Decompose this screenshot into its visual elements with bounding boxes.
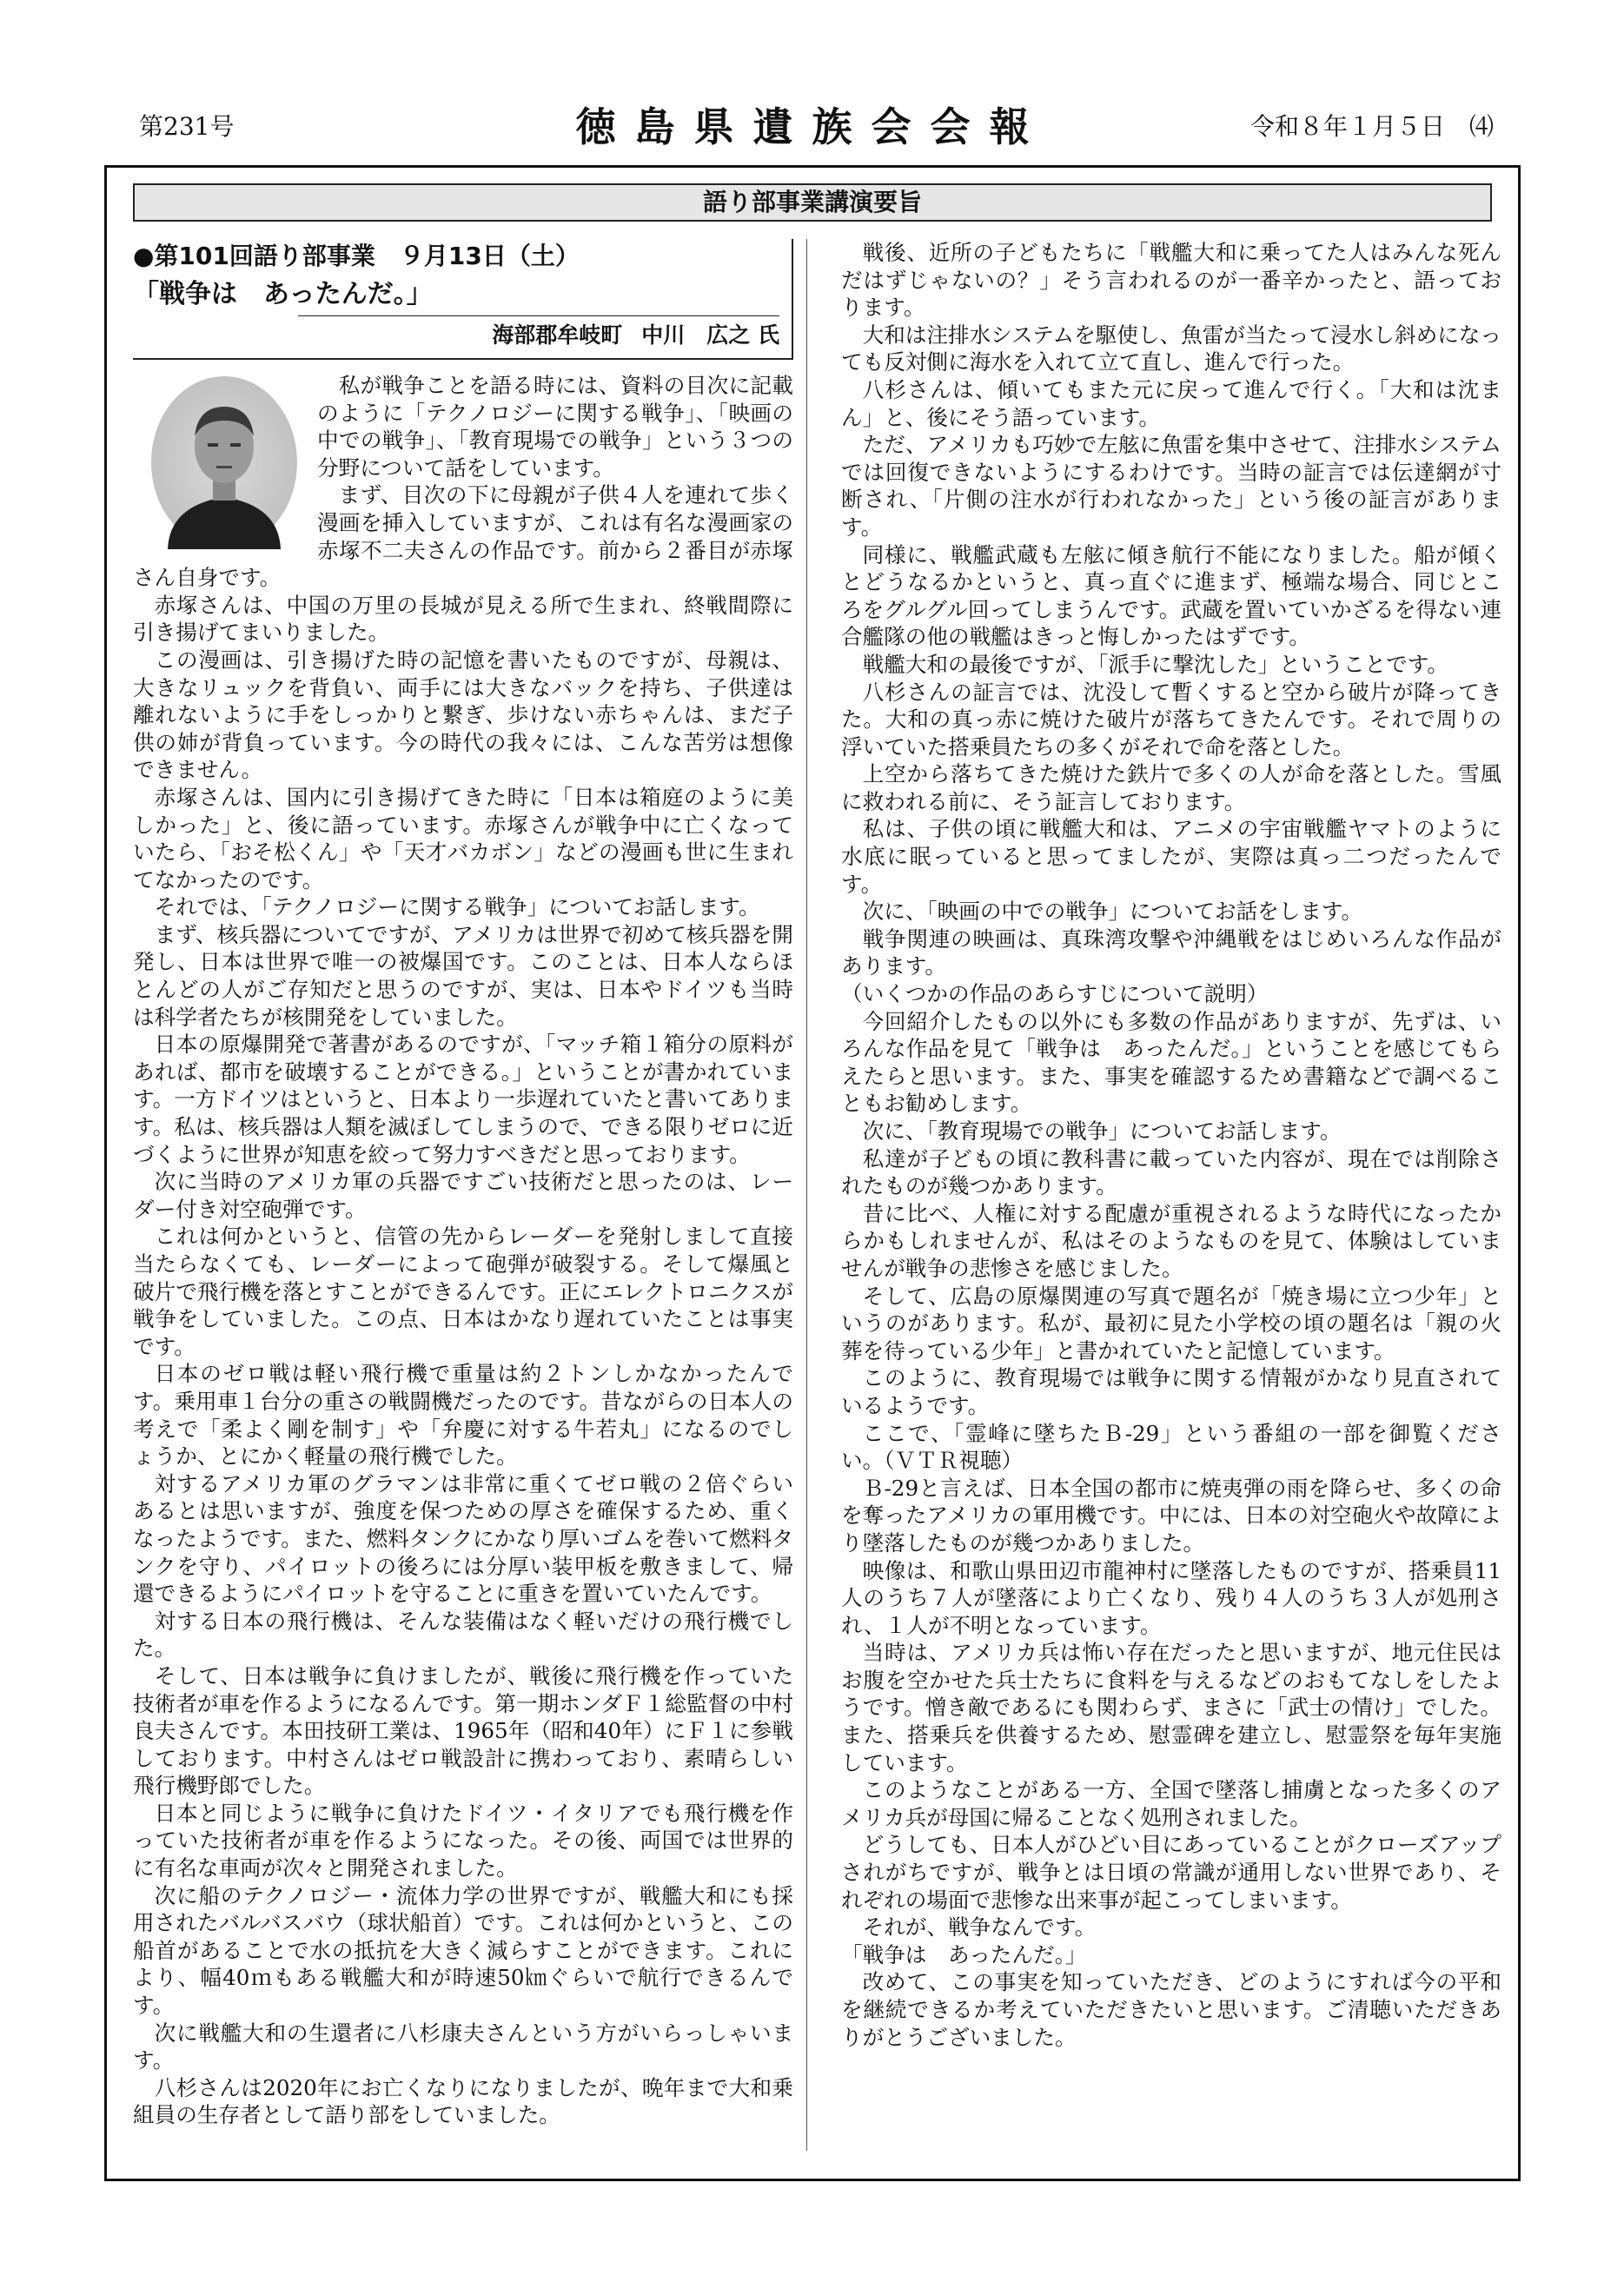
right-paragraph: 昔に比べ、人権に対する配慮が重視されるような時代になったからかもしれませんが、私はそのようなものを見て、体験はしていませんが戦争の悲惨さを感じました。 bbox=[841, 1200, 1501, 1281]
issue-date: 令和８年１月５日 ⑷ bbox=[1249, 112, 1494, 141]
section-title: 語り部事業講演要旨 bbox=[133, 183, 1492, 222]
right-paragraph: ここで、「霊峰に墜ちたＢ-29」という番組の一部を御覧ください。（ＶＴＲ視聴） bbox=[841, 1420, 1501, 1474]
speaker-name: 中川 広之 氏 bbox=[641, 322, 779, 348]
right-column bbox=[841, 239, 1501, 2051]
event-label: ●第101回語り部事業 ９月13日（土） bbox=[133, 242, 580, 270]
right-paragraph: ただ、アメリカも巧妙で左舷に魚雷を集中させて、注排水システムでは回復できないようにするわけです。当時の証言では伝達網が寸断され、「片側の注水が行われなかった」という後の証言があります。 bbox=[841, 432, 1501, 540]
right-paragraph: 次に、「教育現場での戦争」についてお話します。 bbox=[862, 1118, 1342, 1144]
column-divider bbox=[806, 239, 807, 2151]
left-paragraph: 対する日本の飛行機は、そんな装備はなく軽いだけの飛行機でした。 bbox=[133, 1608, 793, 1662]
newsletter-title: 徳島県遺族会会報 bbox=[575, 103, 1049, 150]
right-paragraph: 「戦争は あったんだ。」 bbox=[841, 1941, 1087, 1967]
speaker-portrait-icon bbox=[150, 375, 298, 549]
right-paragraph: 私は、子供の頃に戦艦大和は、アニメの宇宙戦艦ヤマトのように水底に眠っていると思ってましたが、実際は真っ二つだったんです。 bbox=[841, 816, 1501, 897]
right-paragraph: 私達が子どもの頃に教科書に載っていた内容が、現在では削除されたものが幾つかあります。 bbox=[841, 1145, 1501, 1199]
right-paragraph: 次に、「映画の中での戦争」についてお話をします。 bbox=[862, 899, 1363, 925]
right-paragraph: 八杉さんの証言では、沈没して暫くすると空から破片が降ってきた。大和の真っ赤に焼けた破片が落ちてきたんです。それで周りの浮いていた搭乗員たちの多くがそれで命を落とした。 bbox=[841, 679, 1501, 760]
left-paragraph: まず、核兵器についてですが、アメリカは世界で初めて核兵器を開発し、日本は世界で唯一の被爆国です。このことは、日本人ならほとんどの人がご存知だと思うのですが、実は、日本やドイツも当時は科学者たちが核開発をしていました。 bbox=[133, 921, 793, 1030]
right-paragraph: 同様に、戦艦武蔵も左舷に傾き航行不能になりました。船が傾くとどうなるかというと、真っ直ぐに進まず、極端な場合、同じところをグルグル回ってしまうんです。武蔵を置いていかざるを得ない連合艦隊の他の戦艦はきっと悔しかったはずです。 bbox=[841, 541, 1501, 650]
right-paragraph: 上空から落ちてきた焼けた鉄片で多くの人が命を落とした。雪風に救われる前に、そう証言しております。 bbox=[841, 761, 1501, 814]
talk-title: 「戦争は あったんだ。」 bbox=[133, 279, 433, 309]
left-paragraph: 日本のゼロ戦は軽い飛行機で重量は約２トンしかなかったんです。乗用車１台分の重さの戦闘機だったのです。昔ながらの日本人の考えで「柔よく剛を制す」や「弁慶に対する牛若丸」になるのでしょうか、とにかく軽量の飛行機でした。 bbox=[133, 1361, 793, 1470]
right-paragraph: それが、戦争なんです。 bbox=[862, 1914, 1097, 1941]
left-paragraph: 次に当時のアメリカ軍の兵器ですごい技術だと思ったのは、レーダー付き対空砲弾です。 bbox=[133, 1169, 793, 1222]
left-paragraph: 赤塚さんは、国内に引き揚げてきた時に「日本は箱庭のように美しかった」と、後に語っています。赤塚さんが戦争中に亡くなっていたら、「おそ松くん」や「天才バカボン」などの漫画も世に生まれてなかったのです。 bbox=[133, 784, 793, 892]
right-paragraph: 戦後、近所の子どもたちに「戦艦大和に乗ってた人はみんな死んだはずじゃないの？」そう言われるのが一番辛かったと、語っております。 bbox=[841, 240, 1501, 321]
right-paragraph: どうしても、日本人がひどい目にあっていることがクローズアップされがちですが、戦争とは日頃の常識が通用しない世界であり、それぞれの場面で悲惨な出来事が起こってしまいます。 bbox=[841, 1832, 1501, 1913]
left-paragraph: 私が戦争ことを語る時には、資料の目次に記載のように「テクノロジーに関する戦争」、「映画の中での戦争」、「教育現場での戦争」という３つの分野について話をしています。 bbox=[317, 373, 793, 481]
left-paragraph: そして、日本は戦争に負けましたが、戦後に飛行機を作っていた技術者が車を作るようになるんです。第一期ホンダＦ１総監督の中村良夫さんです。本田技研工業は、1965年（昭和40年）にＦ１に参戦しております。中村さんはゼロ戦設計に携わっており、素晴らしい飛行機野郎でした。 bbox=[133, 1662, 793, 1799]
issue-number: 第231号 bbox=[139, 112, 235, 141]
masthead bbox=[122, 96, 1502, 148]
speaker-place: 海部郡牟岐町 bbox=[492, 322, 623, 348]
article-frame bbox=[104, 165, 1521, 2181]
speaker-photo bbox=[150, 375, 298, 549]
left-paragraph: まず、目次の下に母親が子供４人を連れて歩く漫画を挿入していますが、これは有名な漫画家の赤塚不二夫さんの作品です。前から２番目が赤塚さん自身です。 bbox=[133, 482, 793, 591]
right-paragraph: 今回紹介したもの以外にも多数の作品がありますが、先ずは、いろんな作品を見て「戦争は あったんだ。」ということを感じてもらえたらと思います。また、事実を確認するため書籍などで調べることもお勧めします。 bbox=[841, 1008, 1501, 1117]
left-paragraph: 次に船のテクノロジー・流体力学の世界ですが、戦艦大和にも採用されたバルバスバウ（球状船首）です。これは何かというと、この船首があることで水の抵抗を大きく減らすことができます。これにより、幅40ｍもある戦艦大和が時速50㎞ぐらいで航行できるんです。 bbox=[133, 1882, 793, 2019]
left-paragraph: それでは、「テクノロジーに関する戦争」についてお話します。 bbox=[154, 894, 760, 920]
right-paragraph: そして、広島の原爆関連の写真で題名が「焼き場に立つ少年」というのがあります。私が、最初に見た小学校の頃の題名は「親の火葬を待っている少年」と書かれていたと記憶しています。 bbox=[841, 1283, 1501, 1363]
right-paragraph: 改めて、この事実を知っていただき、どのようにすれば今の平和を継続できるか考えていただきたいと思います。ご清聴いただきありがとうございました。 bbox=[841, 1969, 1501, 2050]
left-paragraph: 日本の原爆開発で著書があるのですが、「マッチ箱１箱分の原料があれば、都市を破壊することができる。」ということが書かれています。一方ドイツはというと、日本より一歩遅れていたと書いてあります。私は、核兵器は人類を滅ぼしてしまうので、できる限りゼロに近づくように世界が知恵を絞って努力すべきだと思っております。 bbox=[133, 1032, 793, 1167]
speaker-credit bbox=[298, 315, 779, 351]
right-paragraph: このように、教育現場では戦争に関する情報がかなり見直されているようです。 bbox=[841, 1365, 1501, 1418]
right-paragraph: 当時は、アメリカ兵は怖い存在だったと思いますが、地元住民はお腹を空かせた兵士たちに食料を与えるなどのおもてなしをしたようです。憎き敵であるにも関わらず、まさに「武士の情け」でした。また、搭乗兵を供養するため、慰霊碑を建立し、慰霊祭を毎年実施しています。 bbox=[841, 1640, 1501, 1775]
right-paragraph: 八杉さんは、傾いてもまた元に戻って進んで行く。「大和は沈まん」と、後にそう語っています。 bbox=[841, 376, 1501, 430]
left-paragraph: これは何かというと、信管の先からレーダーを発射しまして直接当たらなくても、レーダーによって砲弾が破裂する。そして爆風と破片で飛行機を落とすことができるんです。正にエレクトロニクスが戦争をしていました。この点、日本はかなり遅れていたことは事実です。 bbox=[133, 1224, 793, 1359]
right-paragraph: 戦艦大和の最後ですが、「派手に撃沈した」ということです。 bbox=[862, 651, 1448, 677]
article-heading bbox=[133, 239, 793, 360]
right-paragraph: Ｂ-29と言えば、日本全国の都市に焼夷弾の雨を降らせ、多くの命を奪ったアメリカの軍用機です。中には、日本の対空砲火や故障により墜落したものが幾つかありました。 bbox=[841, 1475, 1501, 1556]
left-paragraph: 対するアメリカ軍のグラマンは非常に重くてゼロ戦の２倍ぐらいあるとは思いますが、強度を保つための厚さを確保するため、重くなったようです。また、燃料タンクにかなり厚いゴムを巻いて燃料タンクを守り、パイロットの後ろには分厚い装甲板を敷きまして、帰還できるようにパイロットを守ることに重きを置いていたんです。 bbox=[133, 1470, 793, 1607]
left-paragraph: 赤塚さんは、中国の万里の長城が見える所で生まれ、終戦間際に引き揚げてまいりました。 bbox=[133, 592, 793, 646]
right-paragraph: 映像は、和歌山県田辺市龍神村に墜落したものですが、搭乗員11人のうち７人が墜落により亡くなり、残り４人のうち３人が処刑され、１人が不明となっています。 bbox=[841, 1557, 1501, 1638]
right-paragraph: 戦争関連の映画は、真珠湾攻撃や沖縄戦をはじめいろんな作品があります。 bbox=[841, 926, 1501, 979]
right-paragraph: 大和は注排水システムを駆使し、魚雷が当たって浸水し斜めになっても反対側に海水を入れて立て直し、進んで行った。 bbox=[841, 322, 1501, 375]
right-paragraph: このようなことがある一方、全国で墜落し捕虜となった多くのアメリカ兵が母国に帰ることなく処刑されました。 bbox=[841, 1777, 1501, 1830]
left-paragraph: 次に戦艦大和の生還者に八杉康夫さんという方がいらっしゃいます。 bbox=[133, 2020, 793, 2073]
right-paragraph: （いくつかの作品のあらすじについて説明） bbox=[841, 981, 1269, 1007]
left-paragraph: 日本と同じように戦争に負けたドイツ・イタリアでも飛行機を作っていた技術者が車を作るようになった。その後、両国では世界的に有名な車両が次々と開発されました。 bbox=[133, 1800, 793, 1881]
left-paragraph: この漫画は、引き揚げた時の記憶を書いたものですが、母親は、大きなリュックを背負い、両手には大きなバックを持ち、子供達は離れないように手をしっかりと繋ぎ、歩けない赤ちゃんは、まだ子供の姉が背負っています。今の時代の我々には、こんな苦労は想像できません。 bbox=[133, 647, 793, 783]
left-column bbox=[133, 239, 793, 2129]
left-paragraph: 八杉さんは2020年にお亡くなりになりましたが、晩年まで大和乗組員の生存者として語り部をしていました。 bbox=[133, 2074, 793, 2128]
